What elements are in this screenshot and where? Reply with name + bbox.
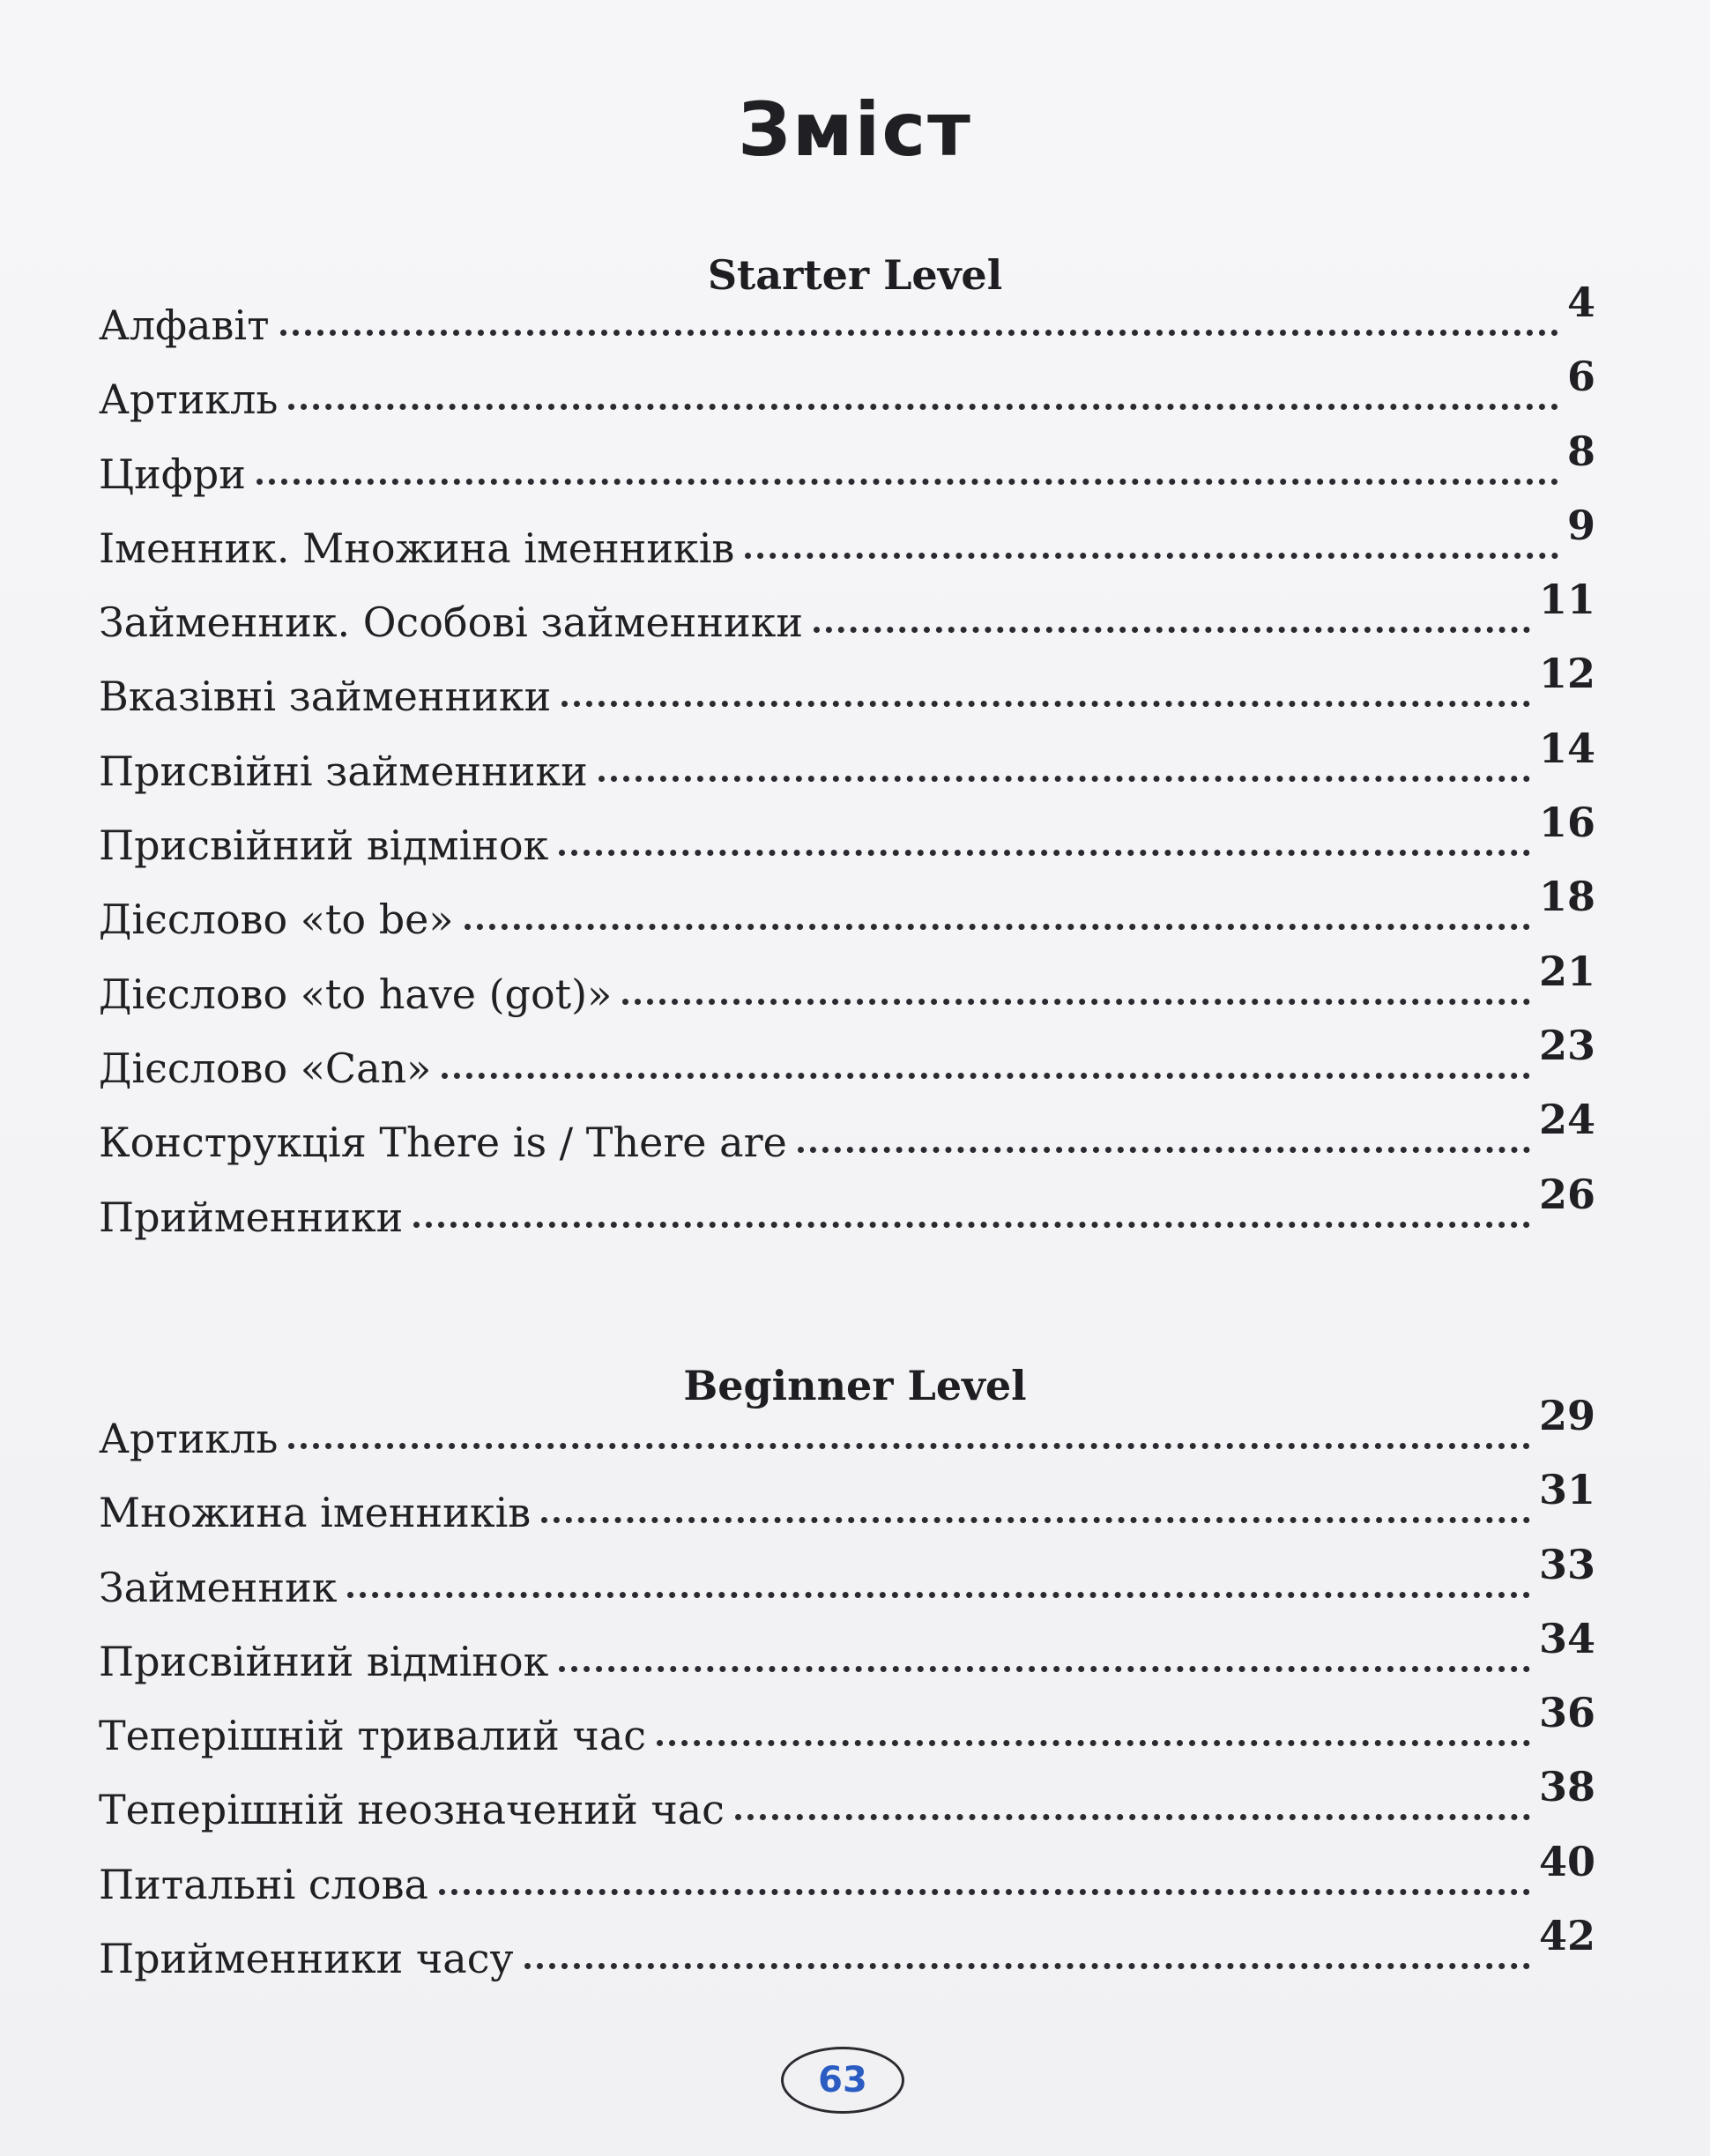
leader-dots <box>561 701 1530 707</box>
leader-dots <box>559 1666 1530 1672</box>
toc-entry-page: 16 <box>1538 799 1595 847</box>
toc-entry[interactable] <box>99 1392 1595 1489</box>
page-title: Зміст <box>738 86 972 173</box>
leader-dots <box>622 999 1530 1005</box>
toc-entry-title: Теперішній тривалий час <box>99 1712 646 1760</box>
leader-dots <box>439 1889 1530 1895</box>
toc-entry-page: 11 <box>1538 576 1595 624</box>
leader-dots <box>798 1147 1530 1153</box>
section-heading-beginner: Beginner Level <box>683 1362 1027 1409</box>
leader-dots <box>735 1814 1530 1820</box>
toc-entry-page: 23 <box>1538 1021 1595 1069</box>
toc-entry-title: Іменник. Множина іменників <box>99 524 735 572</box>
toc-entry-page: 34 <box>1538 1614 1595 1662</box>
toc-entry[interactable] <box>99 1912 1595 2009</box>
toc-starter-list <box>99 279 1595 1268</box>
toc-entry-title: Займенник <box>99 1563 338 1611</box>
toc-entry-title: Дієслово «Can» <box>99 1044 432 1092</box>
leader-dots <box>524 1963 1530 1969</box>
leader-dots <box>465 924 1530 930</box>
toc-entry-page: 26 <box>1538 1170 1595 1218</box>
page-number-badge <box>781 2047 904 2114</box>
toc-entry-title: Питальні слова <box>99 1860 428 1908</box>
toc-entry-title: Прийменники <box>99 1193 404 1241</box>
toc-entry[interactable] <box>99 576 1595 673</box>
toc-entry-title: Теперішній неозначений час <box>99 1786 725 1834</box>
toc-entry-title: Дієслово «to have (got)» <box>99 970 613 1018</box>
toc-entry-page: 38 <box>1538 1763 1595 1811</box>
toc-entry-title: Займенник. Особові займенники <box>99 598 804 647</box>
leader-dots <box>814 627 1530 633</box>
toc-entry[interactable] <box>99 501 1595 598</box>
toc-entry[interactable] <box>99 353 1595 450</box>
toc-entry-page: 36 <box>1538 1689 1595 1737</box>
toc-entry-page: 4 <box>1566 279 1595 326</box>
toc-entry-title: Конструкція There is / There are <box>99 1119 787 1167</box>
page-number: 63 <box>818 2060 867 2100</box>
leader-dots <box>256 479 1558 485</box>
toc-entry-title: Прийменники часу <box>99 1935 514 1983</box>
toc-entry-page: 9 <box>1566 501 1595 549</box>
leader-dots <box>347 1592 1530 1598</box>
toc-entry[interactable] <box>99 873 1595 970</box>
toc-entry-title: Цифри <box>99 450 246 498</box>
leader-dots <box>288 1443 1530 1449</box>
leader-dots <box>598 776 1530 782</box>
toc-entry-title: Присвійний відмінок <box>99 822 549 870</box>
toc-entry[interactable] <box>99 1837 1595 1935</box>
toc-beginner-list <box>99 1392 1595 2009</box>
leader-dots <box>559 850 1530 856</box>
toc-entry-title: Множина іменників <box>99 1489 532 1537</box>
toc-entry[interactable] <box>99 724 1595 822</box>
toc-entry-page: 40 <box>1538 1837 1595 1885</box>
toc-entry-page: 12 <box>1538 650 1595 698</box>
toc-entry-page: 6 <box>1566 353 1595 401</box>
toc-entry-page: 33 <box>1538 1540 1595 1588</box>
leader-dots <box>413 1222 1530 1228</box>
leader-dots <box>657 1740 1530 1746</box>
leader-dots <box>442 1073 1530 1079</box>
toc-entry-title: Артикль <box>99 1415 279 1462</box>
toc-entry-page: 8 <box>1566 427 1595 475</box>
toc-entry[interactable] <box>99 1763 1595 1860</box>
toc-entry[interactable] <box>99 427 1595 524</box>
leader-dots <box>280 330 1558 336</box>
toc-entry[interactable] <box>99 279 1595 375</box>
toc-entry[interactable] <box>99 947 1595 1045</box>
toc-entry-page: 18 <box>1538 873 1595 921</box>
toc-entry[interactable] <box>99 799 1595 896</box>
leader-dots <box>541 1517 1530 1523</box>
toc-entry-title: Артикль <box>99 375 279 424</box>
toc-entry-page: 24 <box>1538 1096 1595 1144</box>
leader-dots <box>288 404 1558 410</box>
toc-entry-page: 14 <box>1538 724 1595 772</box>
toc-entry[interactable] <box>99 1170 1595 1268</box>
toc-entry[interactable] <box>99 1689 1595 1786</box>
toc-entry-page: 31 <box>1538 1466 1595 1514</box>
toc-entry[interactable] <box>99 1540 1595 1638</box>
toc-entry-page: 21 <box>1538 947 1595 995</box>
toc-entry-title: Присвійні займенники <box>99 747 588 795</box>
toc-entry[interactable] <box>99 1466 1595 1563</box>
leader-dots <box>745 553 1558 559</box>
toc-entry-title: Вказівні займенники <box>99 673 552 721</box>
toc-entry-title: Дієслово «to be» <box>99 896 454 944</box>
section-heading-starter: Starter Level <box>707 251 1003 299</box>
toc-entry-page: 29 <box>1538 1392 1595 1439</box>
toc-entry-title: Присвійний відмінок <box>99 1637 549 1685</box>
toc-entry[interactable] <box>99 1021 1595 1119</box>
toc-entry[interactable] <box>99 1614 1595 1712</box>
toc-entry[interactable] <box>99 650 1595 747</box>
toc-entry-title: Алфавіт <box>99 301 270 349</box>
toc-entry[interactable] <box>99 1096 1595 1193</box>
toc-entry-page: 42 <box>1538 1912 1595 1960</box>
